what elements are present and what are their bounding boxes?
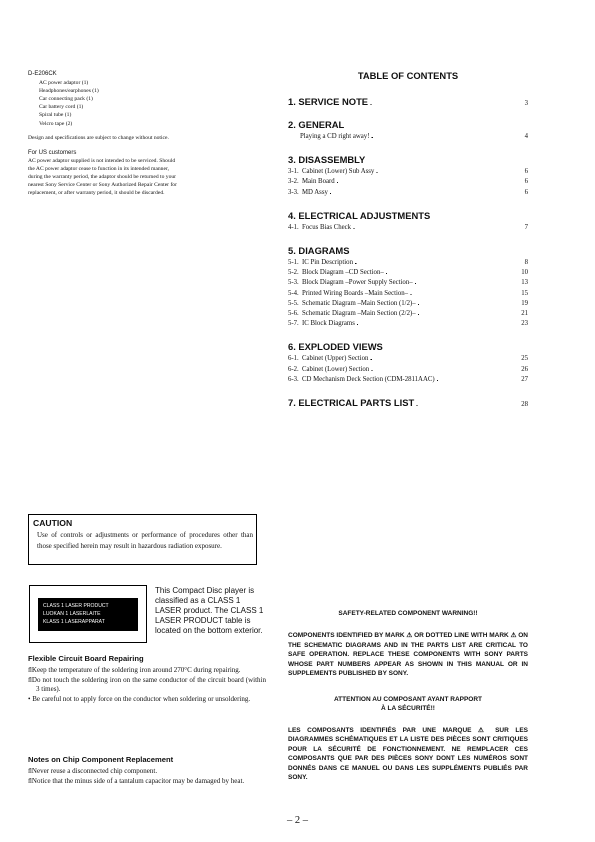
list-item: ﬂNever reuse a disconnected chip component.: [28, 767, 158, 775]
chip-component-heading: Notes on Chip Component Replacement: [28, 755, 174, 764]
note-mark-icon: ﬂ: [28, 776, 32, 785]
laser-description: This Compact Disc player is classified as a CLASS 1 LASER product. The CLASS 1 LASER PRODUCT table is located on the bottom exterior.: [155, 586, 264, 635]
safety-body: COMPONENTS IDENTIFIED BY MARK ⚠ OR DOTTED LINE WITH MARK ⚠ ON THE SCHEMATIC DIAGRAMS AND IN THE PARTS LIST ARE CRITICAL TO SAFE OPERATION. REPLACE THESE COMPONENTS WITH SONY PARTS WHOSE PART NUMBERS APPEAR AS SHOWN IN THIS MANUAL OR IN SUPPLEMENTS PUBLISHED BY SONY.: [288, 632, 528, 677]
toc-item[interactable]: 5-2. Block Diagram –CD Section– . . . 10: [288, 268, 528, 278]
caution-body: Use of controls or adjustments or performance of procedures other than those specified herein may result in hazardous radiation exposure.: [37, 531, 253, 550]
list-item: ﬂNotice that the minus side of a tantalum capacitor may be damaged by heat.: [28, 776, 245, 785]
laser-label-image: [29, 585, 147, 643]
accessory-item: Headphones/earphones (1): [39, 88, 99, 95]
toc-item[interactable]: 5-5. Schematic Diagram –Main Section (1/2)– . . . 19: [288, 299, 528, 309]
accessory-item: Spiral tube (1): [39, 112, 72, 119]
accessory-item: Car connecting pack (1): [39, 96, 93, 103]
toc-section: 2. GENERAL: [288, 119, 345, 130]
toc-section[interactable]: 1. SERVICE NOTE . . . 3: [288, 96, 528, 107]
us-customers-heading: For US customers: [28, 149, 77, 156]
toc-item[interactable]: 3-1. Cabinet (Lower) Sub Assy . . . 6: [288, 167, 528, 177]
toc-item[interactable]: 5-3. Block Diagram –Power Supply Section– . . . 13: [288, 278, 528, 288]
accessory-item: Velcro tape (2): [39, 120, 73, 127]
toc-item[interactable]: 3-2. Main Board . . . 6: [288, 177, 528, 187]
flexible-circuit-heading: Flexible Circuit Board Repairing: [28, 654, 144, 663]
safety-warning: [288, 610, 528, 783]
toc-section: 6. EXPLODED VIEWS: [288, 341, 383, 353]
toc-item[interactable]: 6-2. Cabinet (Lower) Section . . . 26: [288, 365, 528, 375]
toc-item[interactable]: 5-1. IC Pin Description . . . 8: [288, 258, 528, 268]
note-mark-icon: ﬂ: [28, 675, 32, 684]
accessory-item: AC power adaptor (1): [39, 80, 89, 87]
toc-item[interactable]: 5-6. Schematic Diagram –Main Section (2/2)– . . . 21: [288, 309, 528, 319]
list-item: • Be careful not to apply force on the conductor when soldering or unsoldering.: [28, 694, 251, 703]
table-of-contents: [288, 70, 528, 408]
toc-item[interactable]: 5-7. IC Block Diagrams . . . 23: [288, 319, 528, 329]
page-number: – 2 –: [287, 815, 308, 826]
toc-item[interactable]: 5-4. Printed Wiring Boards –Main Section– . . . 15: [288, 289, 528, 299]
list-item: ﬂKeep the temperature of the soldering iron around 270°C during repairing.: [28, 666, 241, 674]
design-note: Design and specifications are subject to change without notice.: [28, 134, 169, 141]
caution-box: [28, 514, 257, 565]
toc-section[interactable]: 7. ELECTRICAL PARTS LIST . . . 28: [288, 397, 528, 408]
toc-item[interactable]: Playing a CD right away! . . . 4: [288, 132, 528, 142]
toc-title: TABLE OF CONTENTS: [357, 70, 459, 81]
model-number: D-E206CK: [28, 71, 57, 77]
caution-title: CAUTION: [33, 518, 73, 528]
note-mark-icon: ﬂ: [28, 666, 32, 674]
safety-heading-fr: ATTENTION AU COMPOSANT AYANT RAPPORT À LA SÉCURITÉ!!: [333, 695, 483, 712]
laser-label: CLASS 1 LASER PRODUCT LUOKAN 1 LASERLAITE KLASS 1 LASERAPPARAT: [38, 598, 138, 631]
accessories-block: [28, 70, 178, 197]
flexible-circuit-list: [28, 666, 266, 704]
safety-heading: SAFETY-RELATED COMPONENT WARNING!!: [338, 610, 478, 617]
accessory-item: Car battery cord (1): [39, 104, 84, 111]
list-item: ﬂDo not touch the soldering iron on the same conductor of the circuit board (within 3 times).: [28, 675, 266, 694]
safety-body-fr: LES COMPOSANTS IDENTIFIÉS PAR UNE MARQUE ⚠ SUR LES DIAGRAMMES SCHÉMATIQUES ET LA LISTE DES PIÈCES SONT CRITIQUES POUR LA SÉCURITÉ DE FONCTIONNEMENT. NE REMPLACER CES COMPOSANTS QUE PAR DES PIÈCES SONY DONT LES NUMÉROS SONT DONNÉS DANS CE MANUEL OU DANS LES SUPPLÉMENTS PUBLIÉS PAR SONY.: [288, 726, 528, 781]
bullet-icon: •: [28, 694, 33, 703]
note-mark-icon: ﬂ: [28, 767, 32, 775]
toc-section: 5. DIAGRAMS: [288, 245, 350, 257]
toc-section: 3. DISASSEMBLY: [288, 154, 366, 166]
toc-item[interactable]: 3-3. MD Assy . . . 6: [288, 188, 528, 198]
toc-section: 4. ELECTRICAL ADJUSTMENTS: [288, 209, 431, 221]
toc-item[interactable]: 6-3. CD Mechanism Deck Section (CDM-2811AAC) . . . 27: [288, 375, 528, 385]
us-customers-text: AC power adaptor supplied is not intended to be serviced. Should the AC power adaptor cease to function in its intended manner, during the warranty period, the adaptor should be returned to your nearest Sony Service Center or Sony Authorized Repair Center for replacement, or after warranty period, it should be discarded.: [28, 157, 177, 197]
toc-item[interactable]: 4-1. Focus Bias Check . . . 7: [288, 223, 528, 233]
toc-item[interactable]: 6-1. Cabinet (Upper) Section . . . 25: [288, 354, 528, 364]
chip-component-list: [28, 767, 266, 786]
